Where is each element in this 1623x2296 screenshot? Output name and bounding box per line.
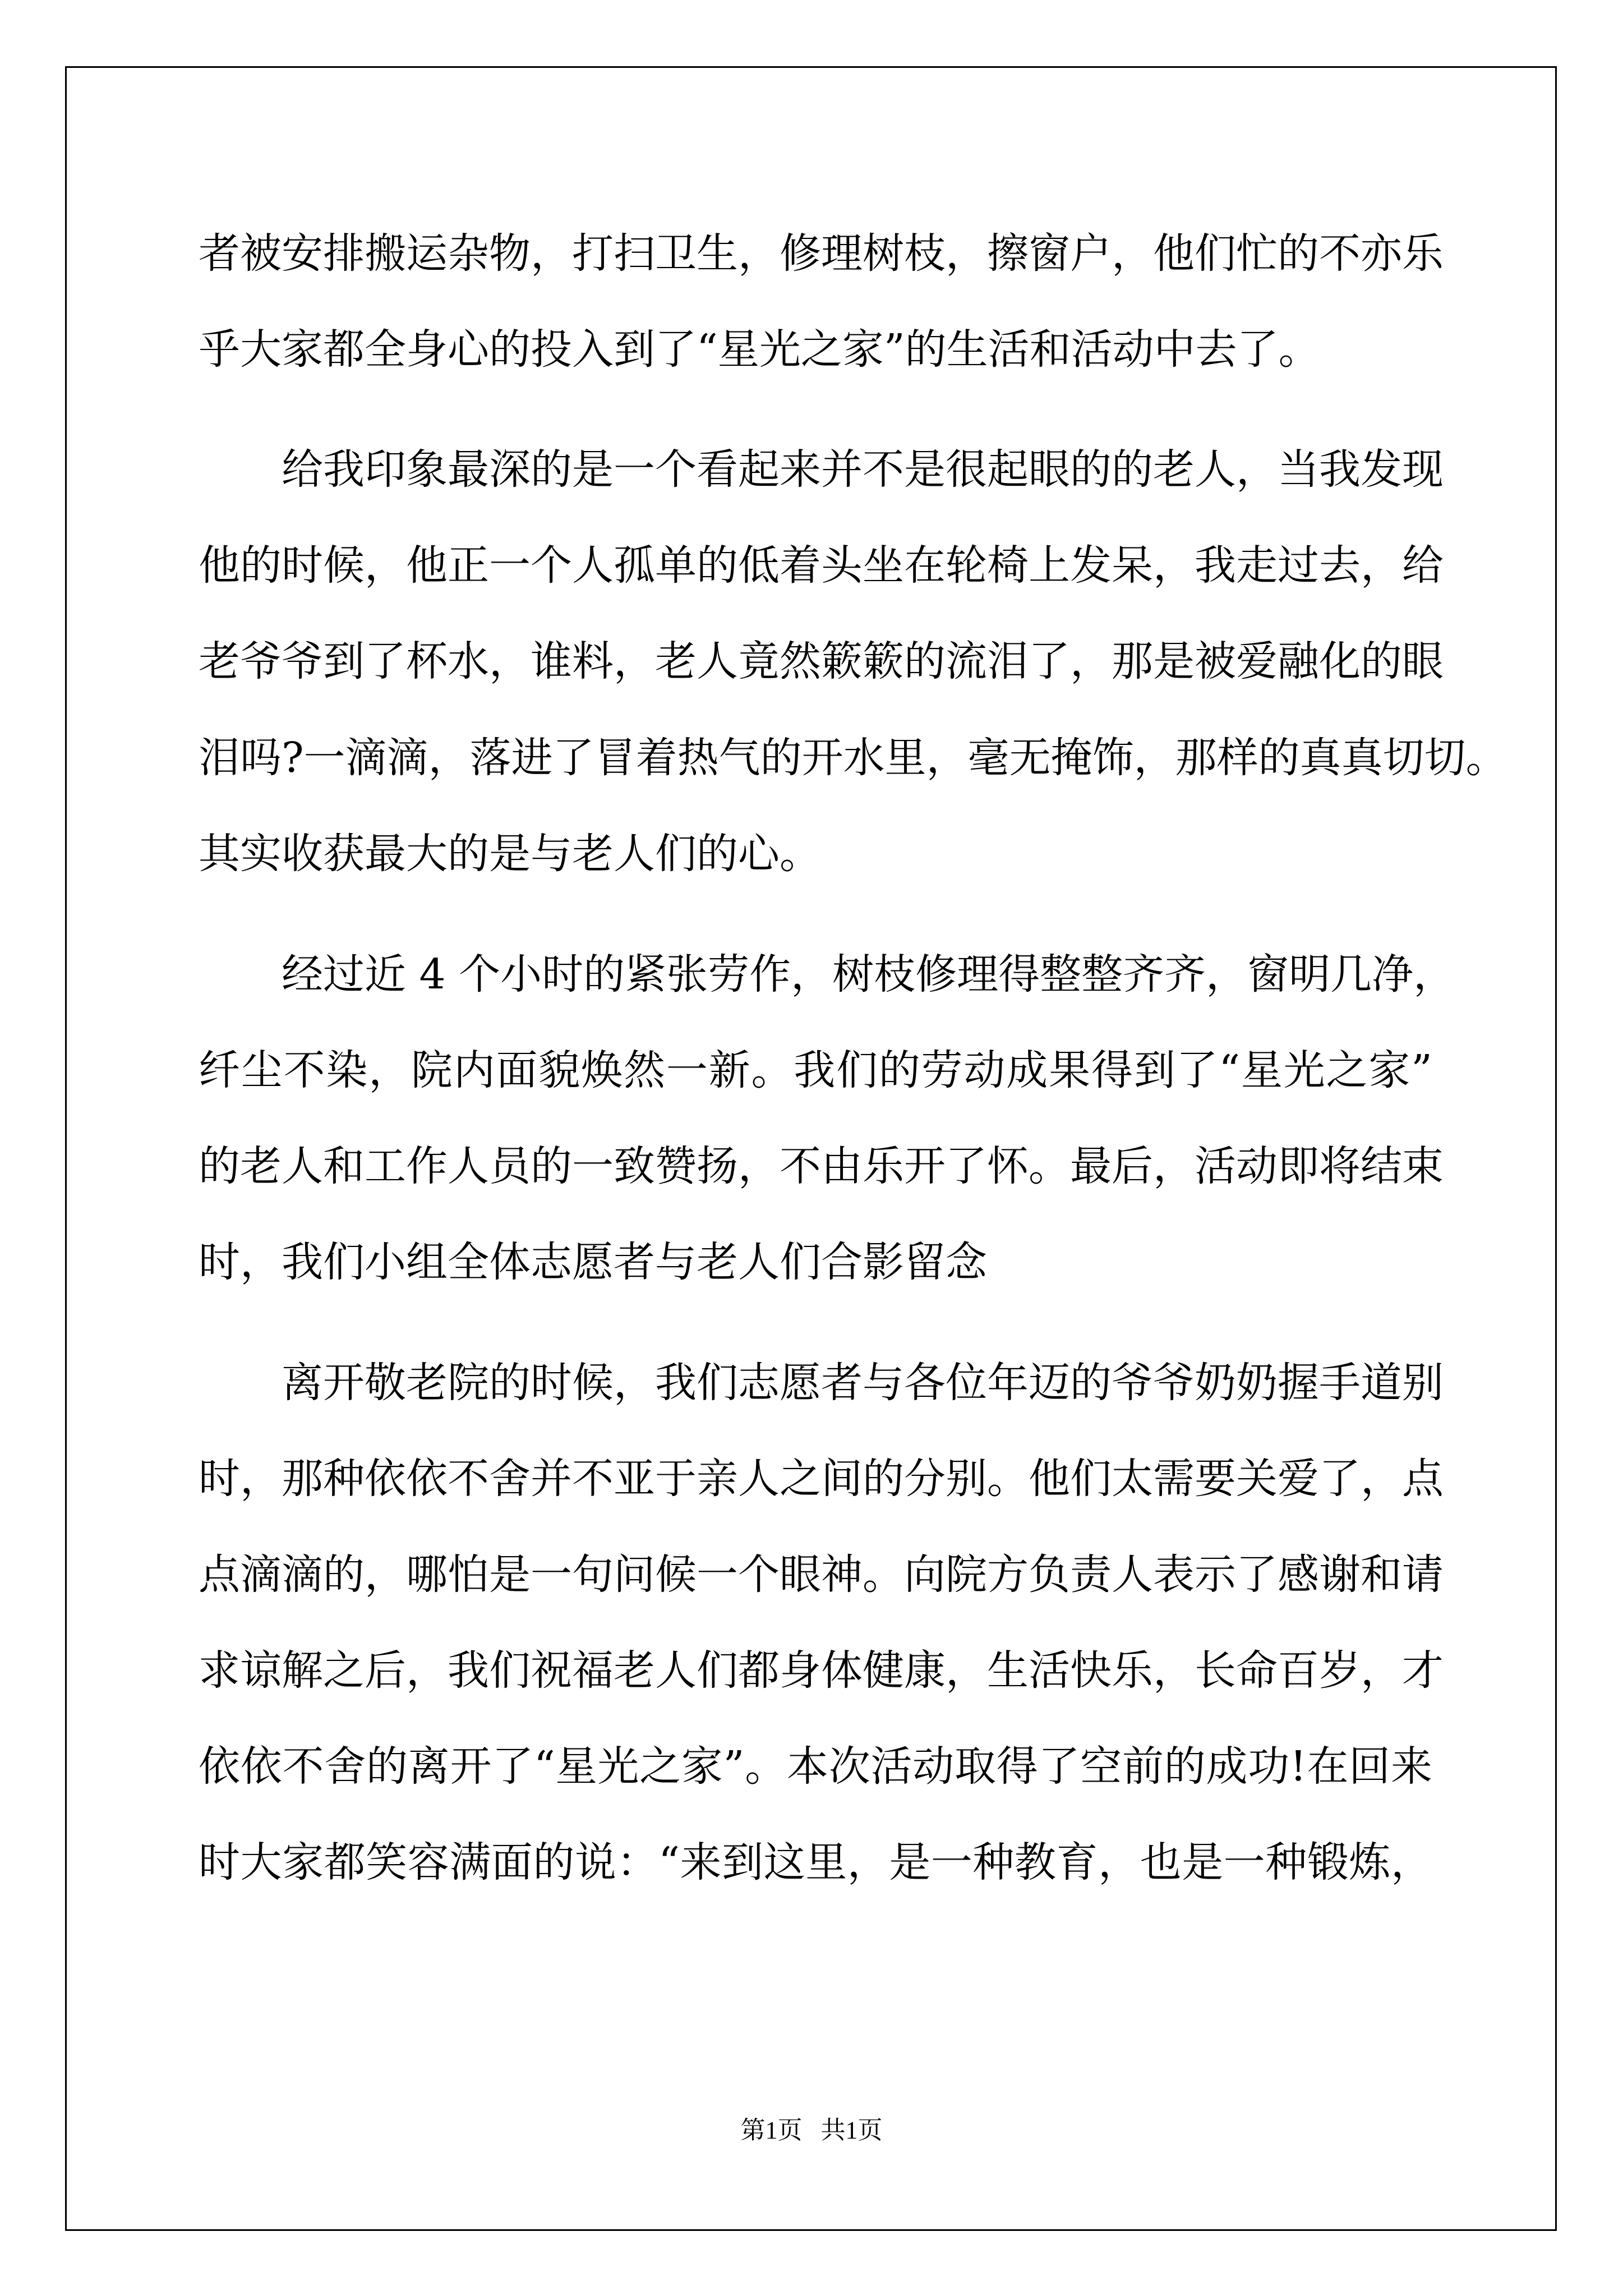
text-line: 泪吗?一滴滴，落进了冒着热气的开水里，毫无掩饰，那样的真真切切。	[199, 734, 1507, 782]
page-number-footer: 第1页 共1页	[740, 2116, 883, 2144]
paragraph-start-line: 给我印象最深的是一个看起来并不是很起眼的的老人，当我发现	[282, 445, 1444, 494]
text-line: 点滴滴的，哪怕是一句问候一个眼神。向院方负责人表示了感谢和请	[199, 1550, 1444, 1599]
text-line: 老爷爷到了杯水，谁料，老人竟然簌簌的流泪了，那是被爱融化的眼	[199, 637, 1444, 685]
text-line: 时，那种依依不舍并不亚于亲人之间的分别。他们太需要关爱了，点	[199, 1455, 1444, 1503]
text-line: 乎大家都全身心的投入到了“星光之家”的生活和活动中去了。	[199, 325, 1320, 374]
text-line: 依依不舍的离开了“星光之家”。本次活动取得了空前的成功!在回来	[199, 1742, 1432, 1791]
paragraph-start-line: 离开敬老院的时候，我们志愿者与各位年迈的爷爷奶奶握手道别	[282, 1359, 1444, 1407]
text-line: 求谅解之后，我们祝福老人们都身体健康，生活快乐，长命百岁，才	[199, 1646, 1444, 1695]
text-line: 的老人和工作人员的一致赞扬，不由乐开了怀。最后，活动即将结束	[199, 1142, 1444, 1190]
text-line: 者被安排搬运杂物，打扫卫生，修理树枝，擦窗户，他们忙的不亦乐	[199, 229, 1444, 278]
text-line: 其实收获最大的是与老人们的心。	[199, 830, 821, 878]
text-line: 他的时候，他正一个人孤单的低着头坐在轮椅上发呆，我走过去，给	[199, 541, 1444, 590]
text-line: 时大家都笑容满面的说：“来到这里，是一种教育，也是一种锻炼，	[199, 1838, 1432, 1887]
text-line: 时，我们小组全体志愿者与老人们合影留念	[199, 1238, 987, 1286]
paragraph-start-line: 经过近 4 个小时的紧张劳作，树枝修理得整整齐齐，窗明几净，	[282, 950, 1455, 999]
text-line: 纤尘不染，院内面貌焕然一新。我们的劳动成果得到了“星光之家”	[199, 1046, 1432, 1094]
